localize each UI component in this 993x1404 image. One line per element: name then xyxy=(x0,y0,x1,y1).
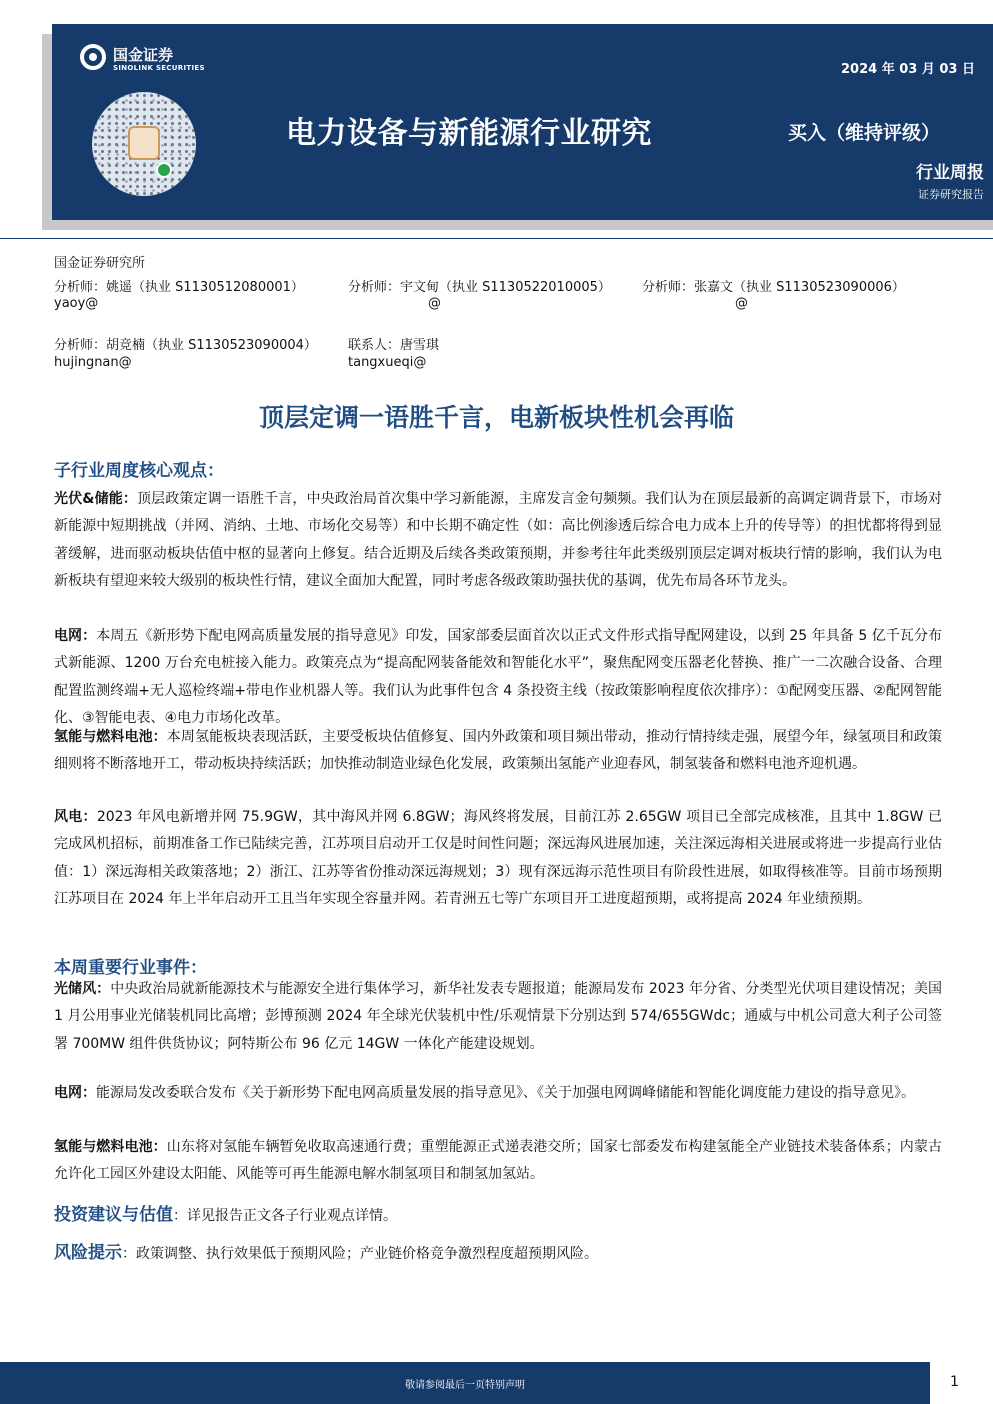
footer-disclaimer-notice: 敬请参阅最后一页特别声明 xyxy=(405,1380,525,1391)
risk-warning-label: 风险提示 xyxy=(54,1243,122,1263)
wind-paragraph xyxy=(54,804,942,914)
analyst-4-email[interactable]: hujingnan@ xyxy=(54,355,132,370)
report-type: 行业周报 xyxy=(916,163,984,183)
qr-center-logo xyxy=(128,126,160,160)
report-date: 2024 年 03 月 03 日 xyxy=(841,62,975,77)
analyst-2-email[interactable]: @ xyxy=(428,296,441,311)
wind-text: 2023 年风电新增并网 75.9GW，其中海风并网 6.8GW；海风终将发展，目前江苏 2.65GW 项目已全部完成核准，且其中 1.8GW 已完成风机招标，前期准备工作已陆续完善，江苏项目启动开工仅是时间性问题；深远海风进展加速，关注深远海相关进展或将进一步提高行业估值：1）深远海相关政策落地；2）浙江、江苏等省份推动深远海规划；3）现有深远海示范性项目有阶段性进展，如取得核准等。目前市场预期江苏项目在 2024 年上半年启动开工且当年实现全容量并网。若青洲五七等广东项目开工进度超预期，或将提高 2024 年业绩预期。 xyxy=(54,809,943,908)
risk-warning-text: ：政策调整、执行效果低于预期风险；产业链价格竞争激烈程度超预期风险。 xyxy=(122,1246,598,1262)
analyst-3-email[interactable]: @ xyxy=(735,296,748,311)
investment-rating: 买入（维持评级） xyxy=(788,122,941,144)
analyst-1-email[interactable]: yaoy@ xyxy=(54,296,99,311)
grid-text: 本周五《新形势下配电网高质量发展的指导意见》印发，国家部委层面首次以正式文件形式指导配网建设，以到 25 年具备 5 亿千瓦分布式新能源、1200 万台充电桩接入能力。政策亮点为“提高配网装备能效和智能化水平”，聚焦配网变压器老化替换、推广一二次融合设备、合理配置监测终端+无人巡检终端+带电作业机器人等。我们认为此事件包含 4 条投资主线（按政策影响程度依次排序）：①配网变压器、②配网智能化、③智能电表、④电力市场化改革。 xyxy=(54,628,942,727)
hydrogen-paragraph xyxy=(54,724,942,779)
company-logo-icon xyxy=(80,44,106,70)
logo-english-name: SINOLINK SECURITIES xyxy=(113,64,205,72)
report-headline: 顶层定调一语胜千言，电新板块性机会再临 xyxy=(258,403,734,432)
research-institute: 国金证券研究所 xyxy=(54,256,146,271)
pv-storage-wind-events xyxy=(54,976,942,1058)
logo-chinese-name: 国金证券 xyxy=(113,46,174,64)
grid-events-text: 能源局发改委联合发布《关于新形势下配电网高质量发展的指导意见》、《关于加强电网调峰储能和智能化调度能力建设的指导意见》。 xyxy=(96,1085,915,1101)
grid-label: 电网： xyxy=(54,628,97,644)
pv-storage-label: 光伏&储能： xyxy=(54,491,137,507)
pv-storage-wind-label: 光储风： xyxy=(54,981,111,997)
contact-email[interactable]: tangxueqi@ xyxy=(348,355,427,370)
wechat-qr-code-icon xyxy=(92,92,196,196)
core-views-heading: 子行业周度核心观点： xyxy=(54,461,224,481)
page-number: 1 xyxy=(950,1374,959,1390)
grid-paragraph xyxy=(54,623,942,733)
investment-advice-label: 投资建议与估值 xyxy=(54,1205,173,1225)
grid-events xyxy=(54,1080,942,1107)
pv-storage-text: 顶层政策定调一语胜千言，中央政治局首次集中学习新能源，主席发言金句频频。我们认为在顶层最新的高调定调背景下，市场对新能源中短期挑战（并网、消纳、土地、市场化交易等）和中长期不确定性（如：高比例渗透后综合电力成本上升的传导等）的担忧都将得到显著缓解，进而驱动板块估值中枢的显著向上修复。结合近期及后续各类政策预期，并参考往年此类级别顶层定调对板块行情的影响，我们认为电新板块有望迎来较大级别的板块性行情，建议全面加大配置，同时考虑各级政策助强扶优的基调，优先布局各环节龙头。 xyxy=(54,491,942,590)
header-divider xyxy=(0,238,993,239)
contact-name: 联系人：唐雪琪 xyxy=(348,338,440,353)
wind-label: 风电： xyxy=(54,809,97,825)
hydrogen-events-text: 山东将对氢能车辆暂免收取高速通行费；重塑能源正式递表港交所；国家七部委发布构建氢能全产业链技术装备体系；内蒙古允许化工园区外建设太阳能、风能等可再生能源电解水制氢项目和制氢加氢站。 xyxy=(54,1139,943,1183)
grid-events-label: 电网： xyxy=(54,1085,96,1101)
hydrogen-label: 氢能与燃料电池： xyxy=(54,729,167,745)
pv-storage-paragraph xyxy=(54,486,942,596)
events-heading: 本周重要行业事件： xyxy=(54,958,207,978)
hydrogen-events xyxy=(54,1134,942,1189)
pv-storage-wind-text: 中央政治局就新能源技术与能源安全进行集体学习，新华社发表专题报道；能源局发布 2023 年分省、分类型光伏项目建设情况；美国 1 月公用事业光储装机同比高增；彭博预测 2024 年全球光伏装机中性/乐观情景下分别达到 574/655GWdc；通威与中机公司意大利子公司签署 700MW 组件供货协议；阿特斯公布 96 亿元 14GW 一体化产能建设规划。 xyxy=(54,981,943,1052)
company-logo xyxy=(80,44,230,78)
footer-band xyxy=(0,1362,930,1404)
report-title: 电力设备与新能源行业研究 xyxy=(286,116,652,151)
analyst-3-name: 分析师：张嘉文（执业 S1130523090006） xyxy=(642,280,905,295)
risk-warning xyxy=(54,1242,598,1265)
hydrogen-events-label: 氢能与燃料电池： xyxy=(54,1139,167,1155)
report-category: 证券研究报告 xyxy=(918,188,984,201)
hydrogen-text: 本周氢能板块表现活跃，主要受板块估值修复、国内外政策和项目频出带动，推动行情持续走强，展望今年，绿氢项目和政策细则将不断落地开工，带动板块持续活跃；加快推动制造业绿色化发展，政策频出氢能产业迎春风，制氢装备和燃料电池齐迎机遇。 xyxy=(54,729,943,773)
analyst-4-name: 分析师：胡竞楠（执业 S1130523090004） xyxy=(54,338,317,353)
investment-advice-text: ：详见报告正文各子行业观点详情。 xyxy=(173,1208,397,1224)
analyst-2-name: 分析师：宇文甸（执业 S1130522010005） xyxy=(348,280,611,295)
analyst-1-name: 分析师：姚遥（执业 S1130512080001） xyxy=(54,280,304,295)
qr-wechat-badge xyxy=(156,162,172,178)
investment-advice xyxy=(54,1204,397,1227)
